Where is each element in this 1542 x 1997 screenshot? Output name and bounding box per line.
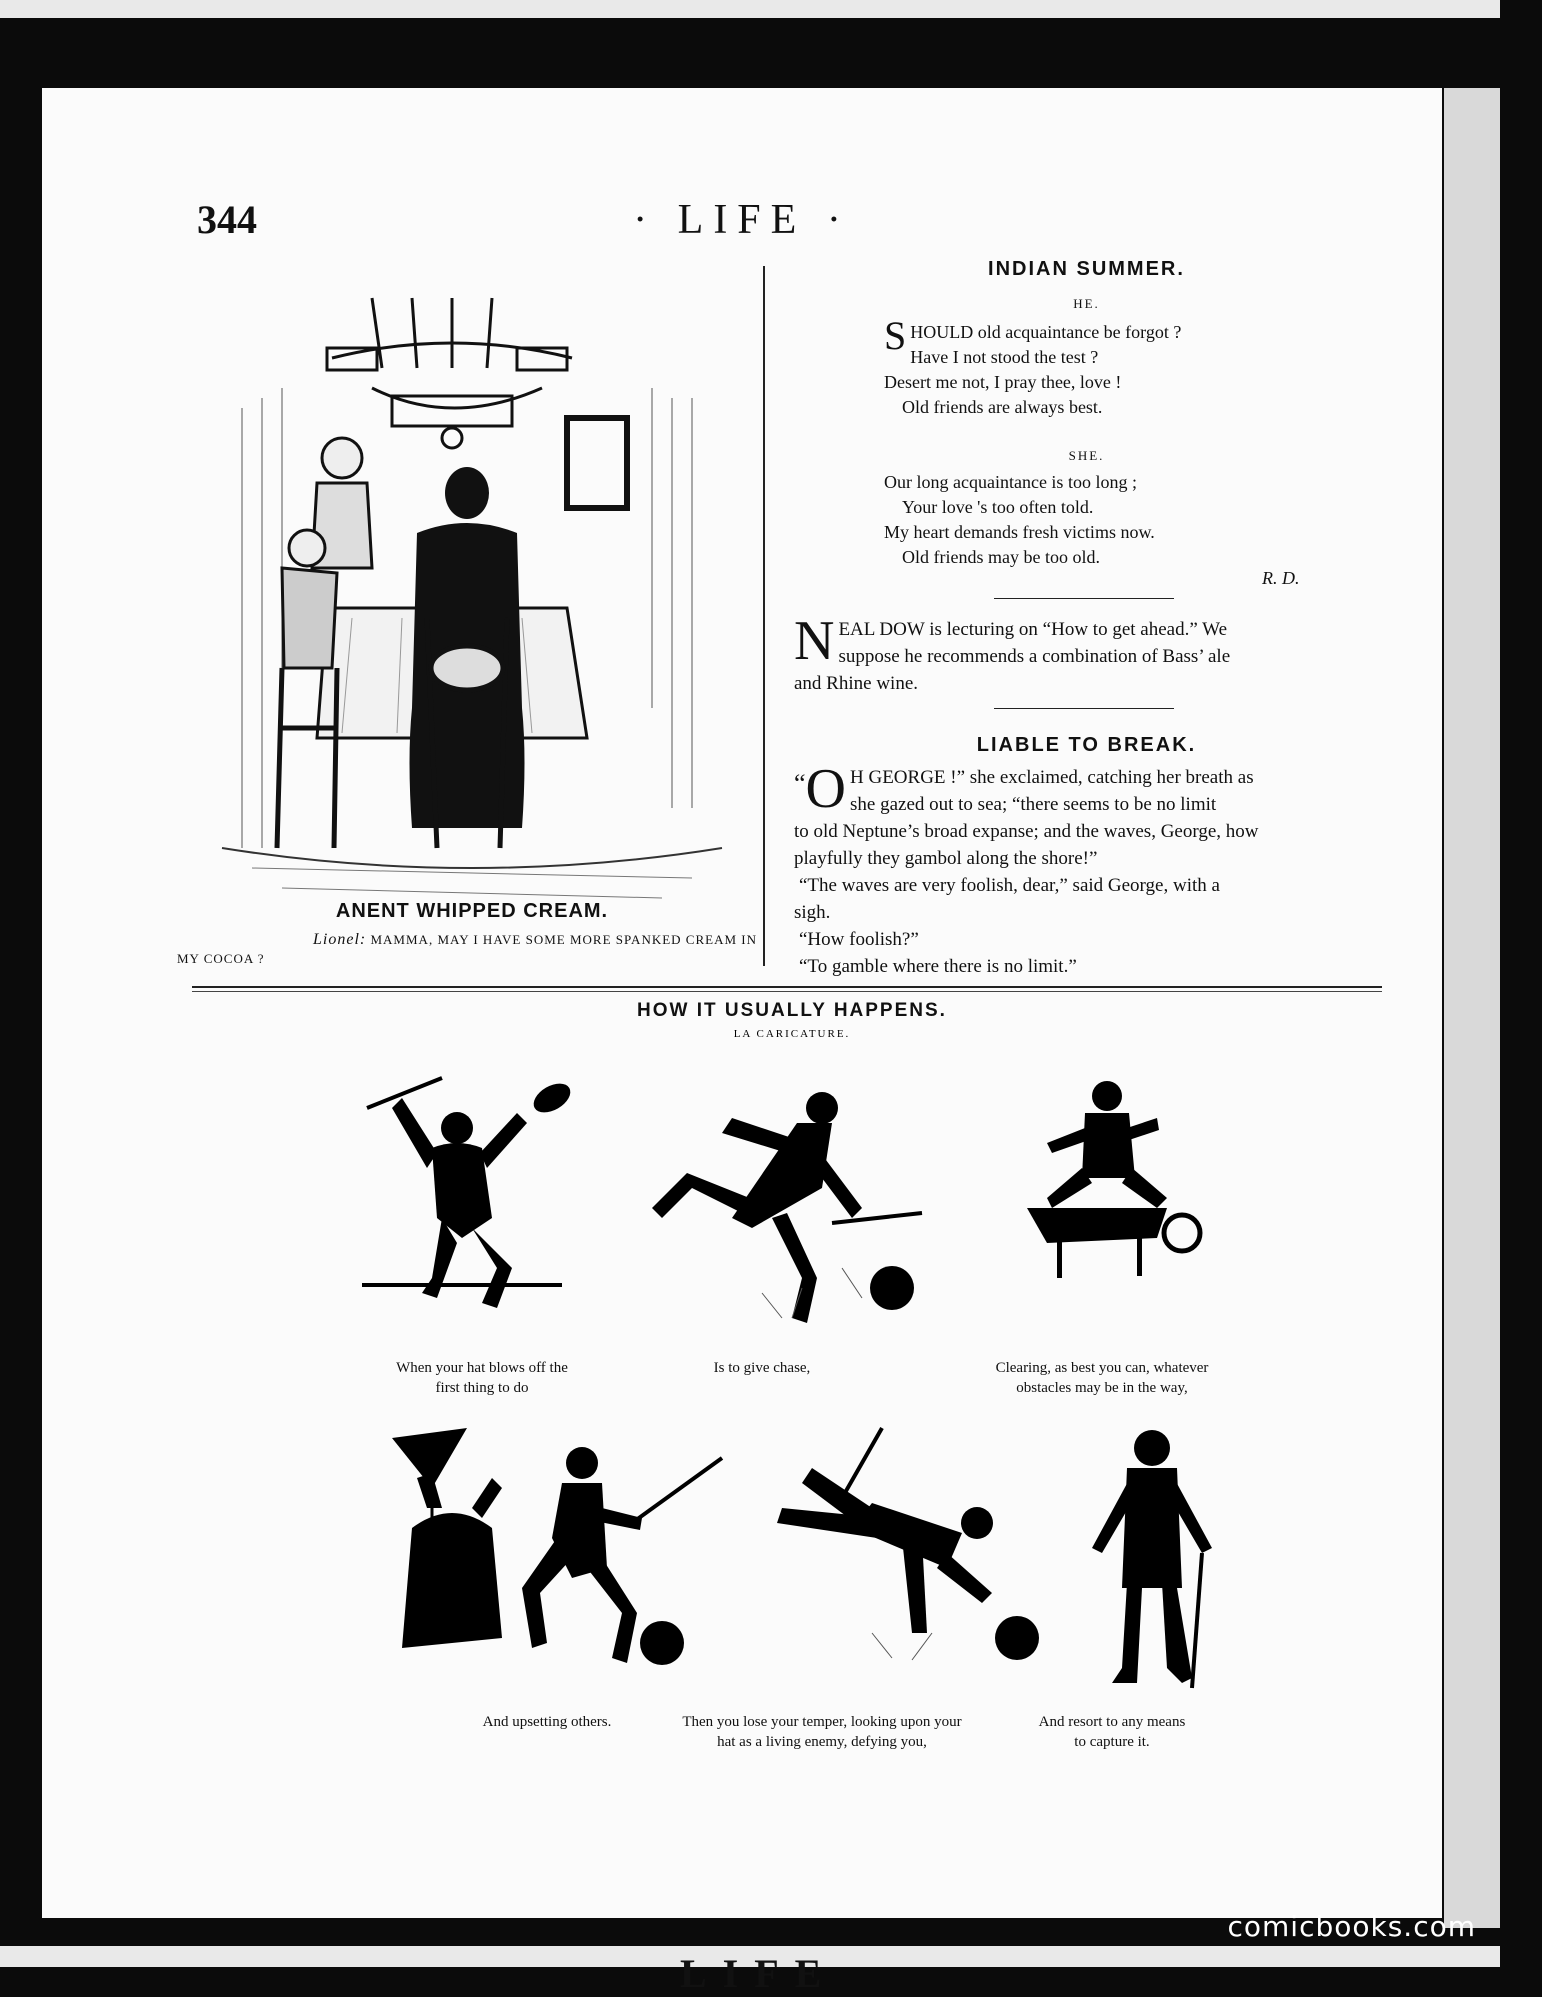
strip-caption-4: [432, 1712, 662, 1732]
paragraph-line: “The waves are very foolish, dear,” said George, with a: [799, 875, 1220, 896]
caption-line: hat as a living enemy, defying you,: [717, 1734, 927, 1750]
neal-drop-cap: N: [794, 610, 835, 672]
strip-caption-1: [332, 1358, 632, 1398]
cartoon-caption: [177, 930, 757, 968]
paragraph-line: she gazed out to sea; “there seems to be no limit: [850, 794, 1217, 815]
verse-line: Old friends are always best.: [902, 397, 1103, 417]
silhouette-panel-6: [1052, 1408, 1252, 1698]
caption-line: And resort to any means: [1038, 1714, 1186, 1730]
magazine-title: · LIFE ·: [633, 197, 851, 243]
column-divider: [763, 266, 765, 966]
caption-line: to capture it.: [1074, 1734, 1150, 1750]
silhouette-panel-4: [372, 1418, 742, 1698]
silhouette-panel-1: [362, 1068, 582, 1328]
strip-caption-3: [922, 1358, 1282, 1398]
caption-line-2: MY COCOA ?: [177, 951, 265, 966]
dining-room-illustration: [222, 288, 722, 938]
caption-line-1: MAMMA, MAY I HAVE SOME MORE SPANKED CREAM IN: [370, 932, 757, 947]
neal-dow-paragraph: [794, 610, 1379, 697]
paragraph-line: “To gamble where there is no limit.”: [799, 956, 1077, 977]
poem-signature: R. D.: [1262, 568, 1300, 588]
verse-line: Your love 's too often told.: [902, 497, 1094, 517]
strip-caption-5: [642, 1712, 1002, 1752]
liable-story: [794, 758, 1379, 980]
liable-drop-cap: O: [805, 758, 846, 820]
magazine-page: [42, 88, 1442, 1918]
paragraph-line: to old Neptune’s broad expanse; and the waves, George, how: [794, 821, 1259, 842]
caption-line: When your hat blows off the: [396, 1360, 568, 1376]
poem-title: INDIAN SUMMER.: [988, 258, 1185, 280]
silhouette-panel-3: [1007, 1068, 1227, 1328]
poem-she-stanza: [884, 470, 1284, 570]
strip-caption-6: [992, 1712, 1232, 1752]
poem-he-label: HE.: [1073, 296, 1100, 311]
caption-line: obstacles may be in the way,: [1016, 1380, 1188, 1396]
caption-line: Then you lose your temper, looking upon your: [682, 1714, 962, 1730]
section-divider: [192, 986, 1382, 988]
site-watermark: comicbooks.com: [1227, 1910, 1476, 1943]
paragraph-line: suppose he recommends a combination of Bass’ ale: [838, 646, 1231, 667]
paragraph-line: playfully they gambol along the shore!”: [794, 848, 1098, 869]
paragraph-line: H GEORGE !” she exclaimed, catching her breath as: [850, 767, 1254, 788]
poem-she-label: SHE.: [1068, 448, 1105, 463]
verse-line: Desert me not, I pray thee, love !: [884, 372, 1122, 392]
adjacent-page-top: [0, 0, 1500, 18]
strip-caption-2: [632, 1358, 892, 1378]
verse-line: HOULD old acquaintance be forgot ?: [910, 322, 1182, 342]
speaker-name: Lionel:: [313, 931, 367, 948]
strip-title: HOW IT USUALLY HAPPENS.: [637, 1000, 947, 1021]
strip-source: LA CARICATURE.: [733, 1028, 851, 1040]
silhouette-panel-5: [752, 1428, 1052, 1688]
paragraph-line: and Rhine wine.: [794, 673, 919, 694]
liable-title: LIABLE TO BREAK.: [976, 734, 1197, 756]
caption-line: Clearing, as best you can, whatever: [995, 1360, 1209, 1376]
page-number: 344: [197, 197, 257, 242]
adjacent-page-bottom: LIFE: [0, 1946, 1500, 1967]
paragraph-line: “How foolish?”: [799, 929, 919, 950]
caption-line: And upsetting others.: [482, 1714, 612, 1730]
silhouette-panel-2: [602, 1078, 942, 1338]
cartoon-title: ANENT WHIPPED CREAM.: [335, 900, 609, 922]
section-divider-thin: [192, 991, 1382, 992]
verse-line: Our long acquaintance is too long ;: [884, 472, 1137, 492]
poem-he-stanza: [884, 313, 1284, 420]
verse-line: My heart demands fresh victims now.: [884, 522, 1155, 542]
open-quote: “: [794, 769, 806, 798]
caption-line: first thing to do: [435, 1380, 529, 1396]
poem-drop-cap: S: [884, 313, 907, 358]
verse-line: Old friends may be too old.: [902, 547, 1100, 567]
paragraph-line: sigh.: [794, 902, 831, 923]
paragraph-line: EAL DOW is lecturing on “How to get ahead.” We: [838, 619, 1228, 640]
section-rule: [994, 598, 1174, 599]
verse-line: Have I not stood the test ?: [910, 347, 1099, 367]
section-rule: [994, 708, 1174, 709]
caption-line: Is to give chase,: [713, 1360, 811, 1376]
